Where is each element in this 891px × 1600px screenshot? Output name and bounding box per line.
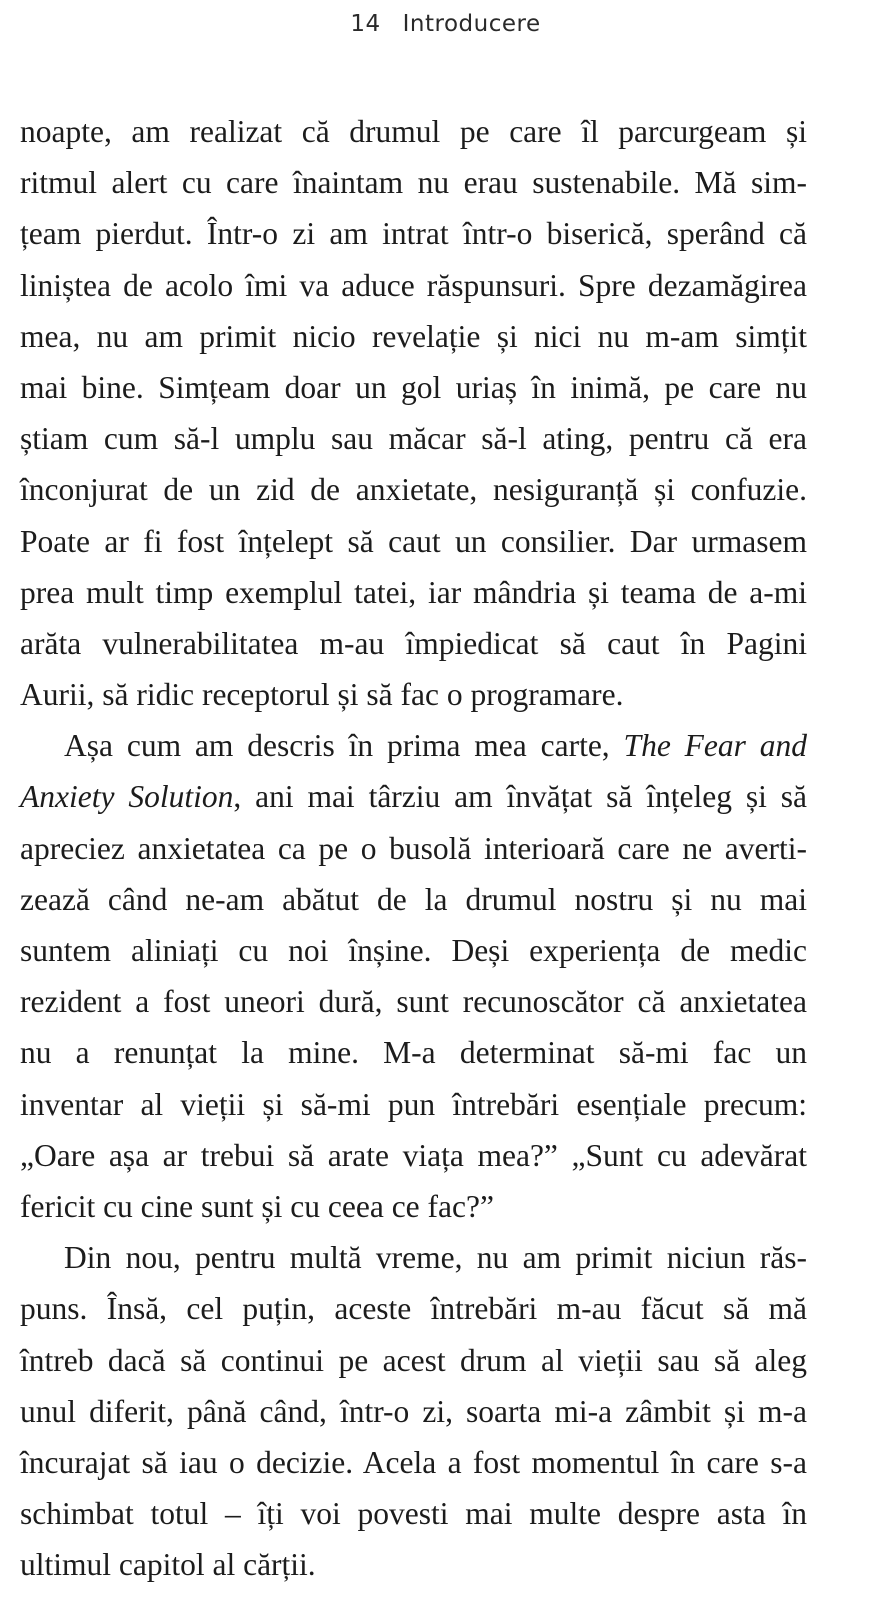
text-line: ultimul capitol al cărții.	[20, 1547, 316, 1583]
body-text	[20, 106, 807, 1590]
running-header	[0, 11, 891, 37]
text-line	[20, 720, 807, 771]
text-line: inventar al vieții și să-mi pun întrebări esențiale precum:	[20, 1086, 807, 1122]
text-line: schimbat totul – îți voi povesti mai multe despre asta în	[20, 1496, 807, 1532]
text-line: mai bine. Simțeam doar un gol uriaș în inimă, pe care nu	[20, 369, 807, 405]
text-line: nu a renunțat la mine. M-a determinat să-mi fac un	[20, 1035, 807, 1071]
text-line: înconjurat de un zid de anxietate, nesiguranță și confuzie.	[20, 472, 807, 508]
page-number: 14	[350, 11, 381, 37]
text-line: rezident a fost uneori dură, sunt recunoscător că anxietatea	[20, 984, 807, 1020]
text-line: Din nou, pentru multă vreme, nu am primit niciun răs-	[64, 1240, 807, 1276]
text-line	[20, 771, 807, 822]
text-line: întreb dacă să continui pe acest drum al vieții sau să aleg	[20, 1342, 807, 1378]
text-line: apreciez anxietatea ca pe o busolă interioară care ne averti-	[20, 830, 807, 866]
text-line: Poate ar fi fost înțelept să caut un consilier. Dar urmasem	[20, 523, 807, 559]
section-title: Introducere	[402, 11, 541, 37]
text-line: suntem aliniați cu noi înșine. Deși experiența de medic	[20, 933, 807, 968]
text-fragment: Așa cum am descris în prima mea carte,	[64, 728, 610, 764]
text-line: încurajat să iau o decizie. Acela a fost momentul în care s-a	[20, 1444, 807, 1480]
text-line: ritmul alert cu care înaintam nu erau sustenabile. Mă sim-	[20, 165, 807, 201]
text-line: țeam pierdut. Într-o zi am intrat într-o biserică, sperând că	[20, 216, 807, 252]
book-title: The Fear and	[623, 728, 807, 764]
text-line: unul diferit, până când, într-o zi, soarta mi-a zâmbit și m-a	[20, 1393, 807, 1429]
text-line: mea, nu am primit nicio revelație și nici nu m-am simțit	[20, 318, 807, 354]
paragraph-3	[20, 1232, 807, 1590]
text-line: noapte, am realizat că drumul pe care îl parcurgeam și	[20, 114, 807, 149]
text-line: prea mult timp exemplul tatei, iar mândria și teama de a-mi	[20, 574, 807, 610]
text-line: liniștea de acolo îmi va aduce răspunsuri. Spre dezamăgirea	[20, 267, 807, 303]
book-title: Anxiety Solution	[20, 779, 234, 815]
text-line: fericit cu cine sunt și cu ceea ce fac?”	[20, 1188, 494, 1224]
text-line: Aurii, să ridic receptorul și să fac o programare.	[20, 677, 624, 713]
paragraph-2	[20, 720, 807, 1232]
text-fragment: , ani mai târziu am învățat să înțeleg și să	[233, 779, 807, 815]
text-line: zează când ne-am abătut de la drumul nostru și nu mai	[20, 881, 807, 917]
text-line: știam cum să-l umplu sau măcar să-l ating, pentru că era	[20, 421, 807, 457]
text-line: „Oare așa ar trebui să arate viața mea?” „Sunt cu adevărat	[20, 1137, 807, 1173]
text-line: arăta vulnerabilitatea m-au împiedicat să caut în Pagini	[20, 625, 807, 661]
paragraph-1	[20, 106, 807, 720]
text-line: puns. Însă, cel puțin, aceste întrebări m-au făcut să mă	[20, 1291, 807, 1327]
